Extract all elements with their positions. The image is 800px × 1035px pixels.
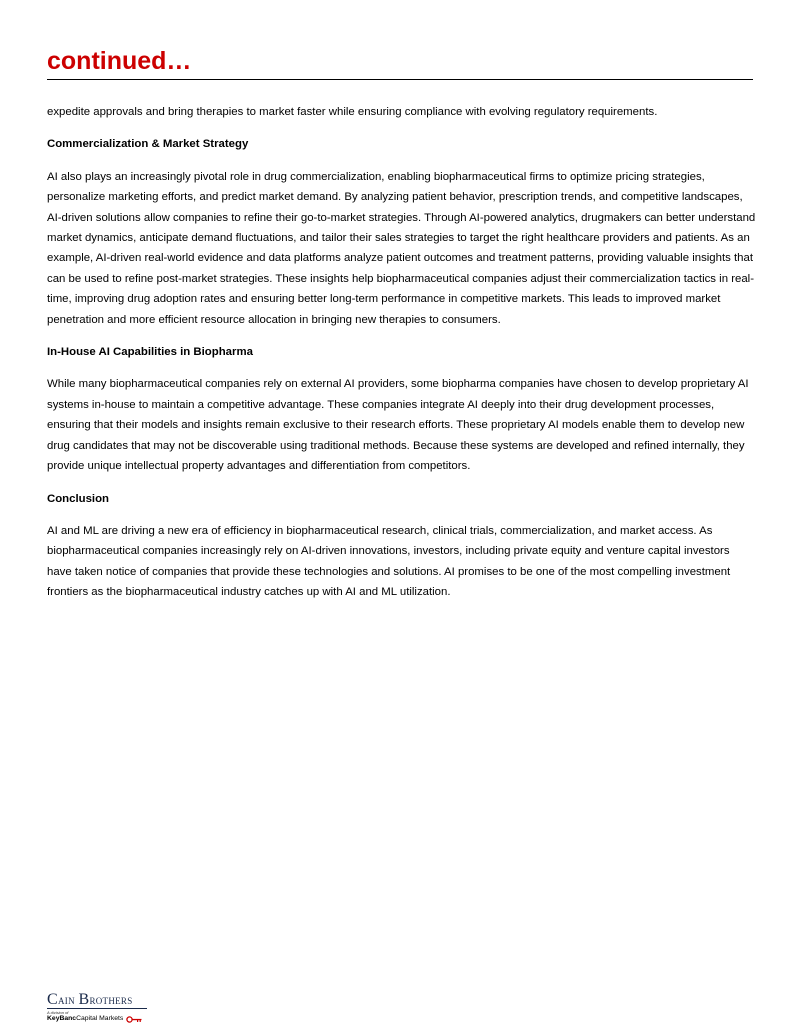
section-heading-in-house-ai: In-House AI Capabilities in Biopharma [47,346,253,359]
section-heading-conclusion: Conclusion [47,492,110,505]
logo-divider [47,1008,147,1009]
section-paragraph-conclusion: AI and ML are driving a new era of efficiency in biopharmaceutical research, clinical trials, commercialization, and market access. As biopharmaceutical companies increasingly rely on AI-driven innovations, investors, including private equity and venture capital investors have taken notice of companies that provide these technologies and solutions. AI promises to be one of the most compelling investment frontiers as the biopharmaceutical industry catches up with AI and ML utilization. [47,524,731,599]
page-title: continued… [47,47,192,75]
logo-division-text: A division of [47,1010,69,1015]
section-heading-commercialization: Commercialization & Market Strategy [47,138,249,151]
logo-subtitle [47,1015,157,1023]
document-body [47,102,757,603]
section-paragraph-in-house-ai: While many biopharmaceutical companies rely on external AI providers, some biopharma companies have chosen to develop proprietary AI systems in-house to maintain a competitive advantage. These companies integrate AI deeply into their drug development processes, ensuring that their models and insights remain exclusive to their research efforts. These proprietary AI models enable them to develop new drug candidates that may not be discoverable using traditional methods. Because these systems are developed and refined internally, they provide unique intellectual property advantages and differentiation from competitors. [47,378,749,473]
logo-capital-markets: Capital Markets [76,1015,124,1022]
logo-name: Cain Brothers [47,991,133,1008]
section-paragraph-commercialization: AI also plays an increasingly pivotal role in drug commercialization, enabling biopharmaceutical firms to optimize pricing strategies, personalize marketing efforts, and predict market demand. By analyzing patient behavior, prescription trends, and competitive landscapes, AI-driven solutions allow companies to refine their go-to-market strategies. Through AI-powered analytics, drugmakers can better understand market dynamics, anticipate demand fluctuations, and tailor their sales strategies to target the right healthcare providers and patients. As an example, AI-driven real-world evidence and data platforms analyze patient outcomes and treatment patterns, providing valuable insights that can be used to refine post-market strategies. These insights help biopharmaceutical companies adjust their commercialization tactics in real-time, improving drug adoption rates and ensuring better long-term performance in competitive markets. This leads to improved market penetration and more efficient resource allocation in bringing new therapies to consumers. [47,170,756,326]
intro-paragraph: expedite approvals and bring therapies to market faster while ensuring compliance with evolving regulatory requirements. [47,106,658,118]
cain-brothers-logo [47,993,157,1025]
key-icon [126,1016,142,1023]
logo-keybanc: KeyBanc [47,1015,77,1022]
title-divider [47,79,753,80]
